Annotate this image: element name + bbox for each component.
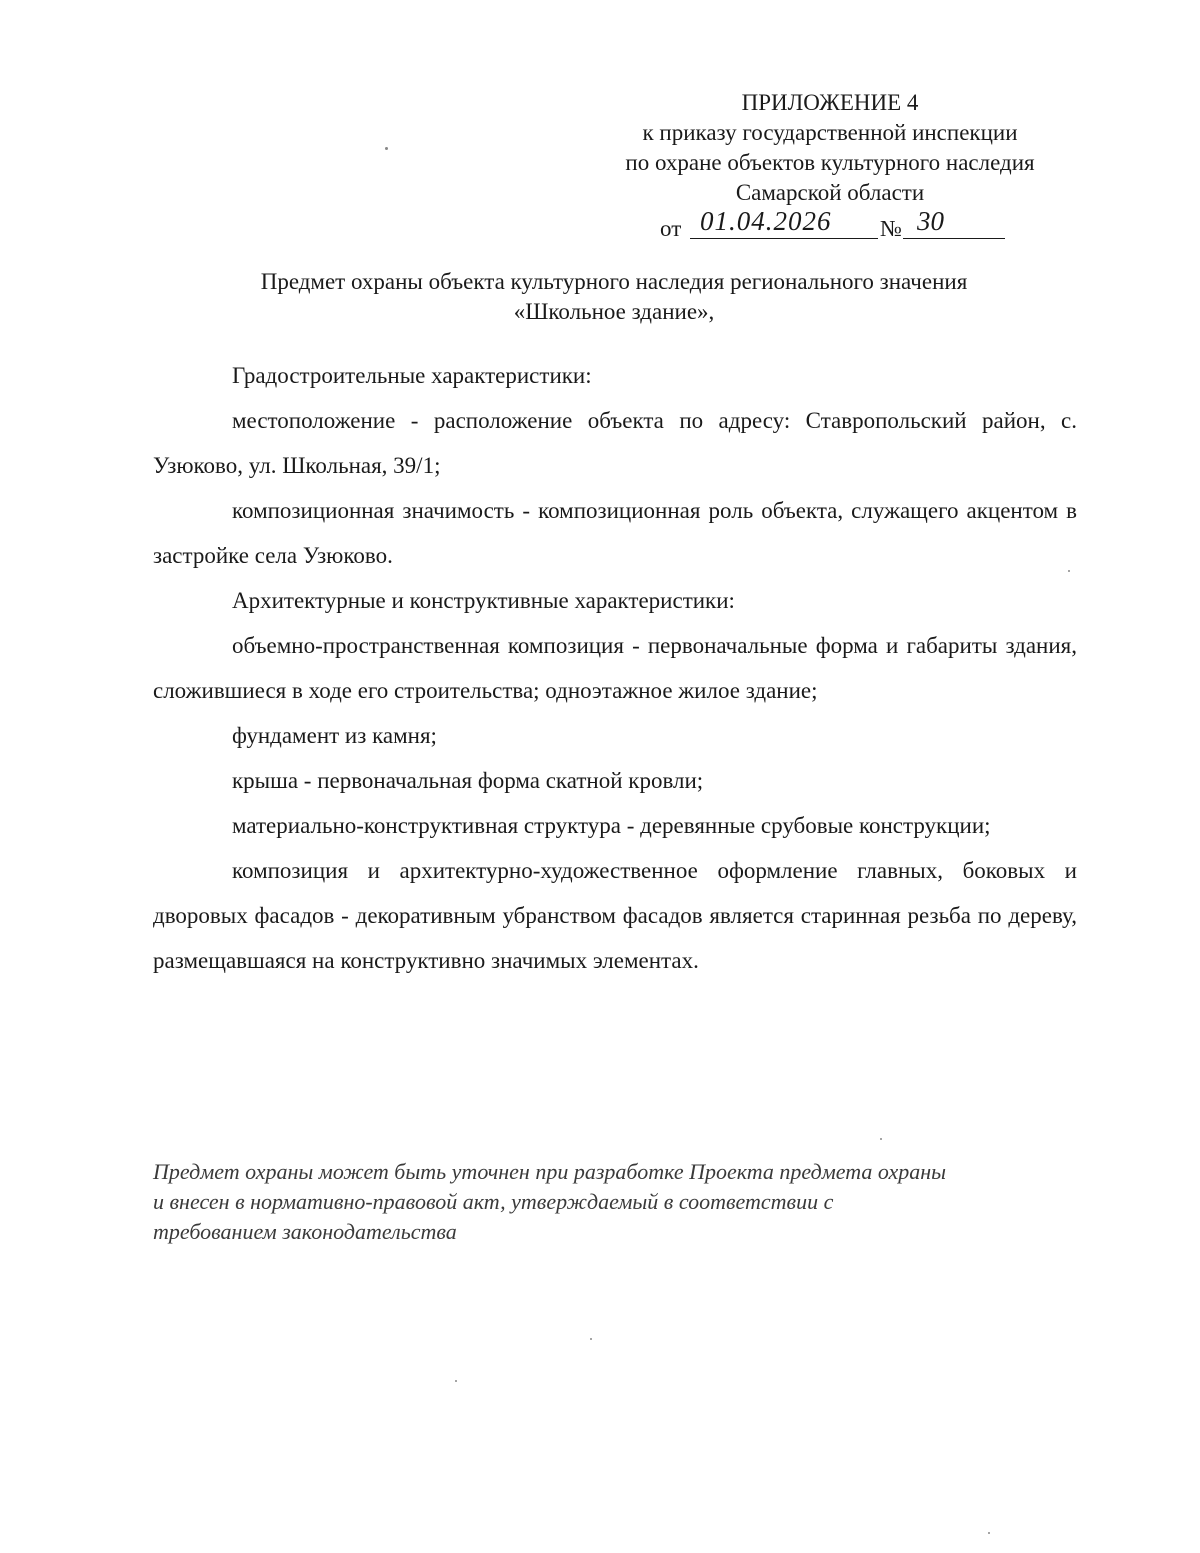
document-title [150,267,1078,327]
header-line-2: по охране объектов культурного наследия [625,150,1035,175]
note-line-3: требованием законодательства [153,1219,457,1244]
paragraph-urban-characteristics: Градостроительные характеристики: [232,363,592,388]
header-line-1: к приказу государственной инспекции [642,120,1018,145]
clarification-note [153,1157,1083,1247]
appendix-number: ПРИЛОЖЕНИЕ 4 [741,90,919,115]
title-line-2: «Школьное здание», [513,299,715,324]
scan-speck [988,1532,990,1534]
note-line-1: Предмет охраны может быть уточнен при разработке Проекта предмета охраны [153,1159,947,1184]
paragraph-location: местоположение - расположение объекта по адресу: Ставропольский район, с. Узюково, ул. Школьная, 39/1; [153,408,1077,478]
paragraph-roof: крыша - первоначальная форма скатной кровли; [232,768,704,793]
order-date: 01.04.2026 [700,206,832,236]
order-number: 30 [917,206,944,236]
scan-speck [880,1138,882,1140]
ot-label: от [660,216,682,241]
paragraph-material-structure: материально-конструктивная структура - деревянные срубовые конструкции; [232,813,991,838]
paragraph-facades: композиция и архитектурно-художественное оформление главных, боковых и дворовых фасадов - декоративным убранством фасадов является старинная резьба по дереву, размещавшаяся на конструктивно значимых элементах. [153,858,1077,973]
number-underline [903,238,1005,239]
paragraph-foundation: фундамент из камня; [232,723,437,748]
scan-speck [590,1338,592,1340]
date-underline [690,238,878,239]
paragraph-volume-composition: объемно-пространственная композиция - первоначальные форма и габариты здания, сложившиеся в ходе его строительства; одноэтажное жилое здание; [153,633,1077,703]
document-body [153,353,1077,983]
order-date-line [560,208,1100,240]
scan-speck [1068,570,1070,572]
paragraph-composition-significance: композиционная значимость - композиционная роль объекта, служащего акцентом в застройке села Узюково. [153,498,1077,568]
scan-speck [455,1380,457,1382]
note-line-2: и внесен в нормативно-правовой акт, утверждаемый в соответствии с [153,1189,834,1214]
appendix-header [560,88,1100,240]
number-sign: № [880,216,902,241]
title-line-1: Предмет охраны объекта культурного наследия регионального значения [260,269,968,294]
header-line-3: Самарской области [735,180,925,205]
scan-speck [385,147,388,150]
paragraph-architectural-characteristics: Архитектурные и конструктивные характеристики: [232,588,735,613]
